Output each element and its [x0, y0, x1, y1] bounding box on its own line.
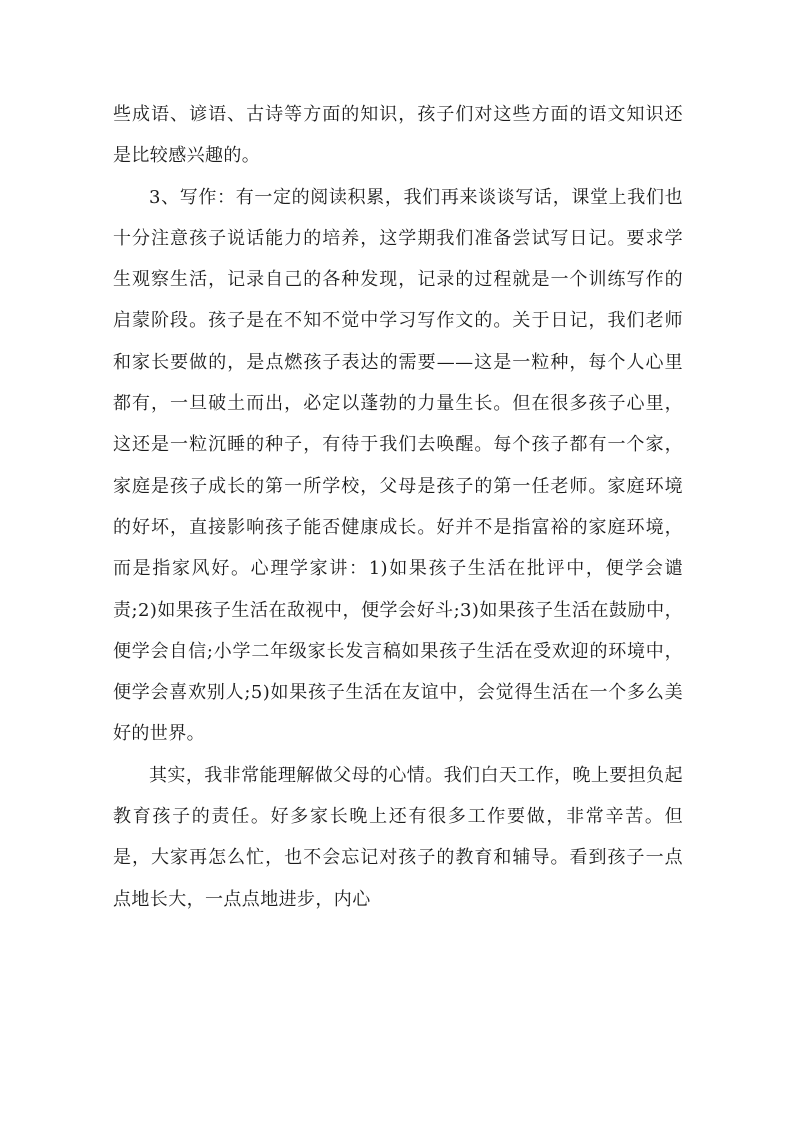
paragraph-parents-feelings: 其实，我非常能理解做父母的心情。我们白天工作，晚上要担负起教育孩子的责任。好多家长晚上还有很多工作要做，非常辛苦。但是，大家再怎么忙，也不会忘记对孩子的教育和辅导。看到孩子一点点地长大，一点点地进步，内心: [113, 764, 683, 910]
paragraph-continuation: 些成语、谚语、古诗等方面的知识，孩子们对这些方面的语文知识还是比较感兴趣的。: [113, 104, 683, 167]
paragraph-writing-section: 3、写作：有一定的阅读积累，我们再来谈谈写话，课堂上我们也十分注意孩子说话能力的培养，这学期我们准备尝试写日记。要求学生观察生活，记录自己的各种发现，记录的过程就是一个训练写作的启蒙阶段。孩子是在不知不觉中学习写作文的。关于日记，我们老师和家长要做的，是点燃孩子表达的需要——这是一粒种，每个人心里都有，一旦破土而出，必定以蓬勃的力量生长。但在很多孩子心里，这还是一粒沉睡的种子，有待于我们去唤醒。每个孩子都有一个家，家庭是孩子成长的第一所学校，父母是孩子的第一任老师。家庭环境的好坏，直接影响孩子能否健康成长。好并不是指富裕的家庭环境，而是指家风好。心理学家讲：1)如果孩子生活在批评中，便学会谴责;2)如果孩子生活在敌视中，便学会好斗;3)如果孩子生活在鼓励中，便学会自信;小学二年级家长发言稿如果孩子生活在受欢迎的环境中，便学会喜欢别人;5)如果孩子生活在友谊中，会觉得生活在一个多么美好的世界。: [113, 186, 683, 745]
body-text: [113, 94, 683, 920]
